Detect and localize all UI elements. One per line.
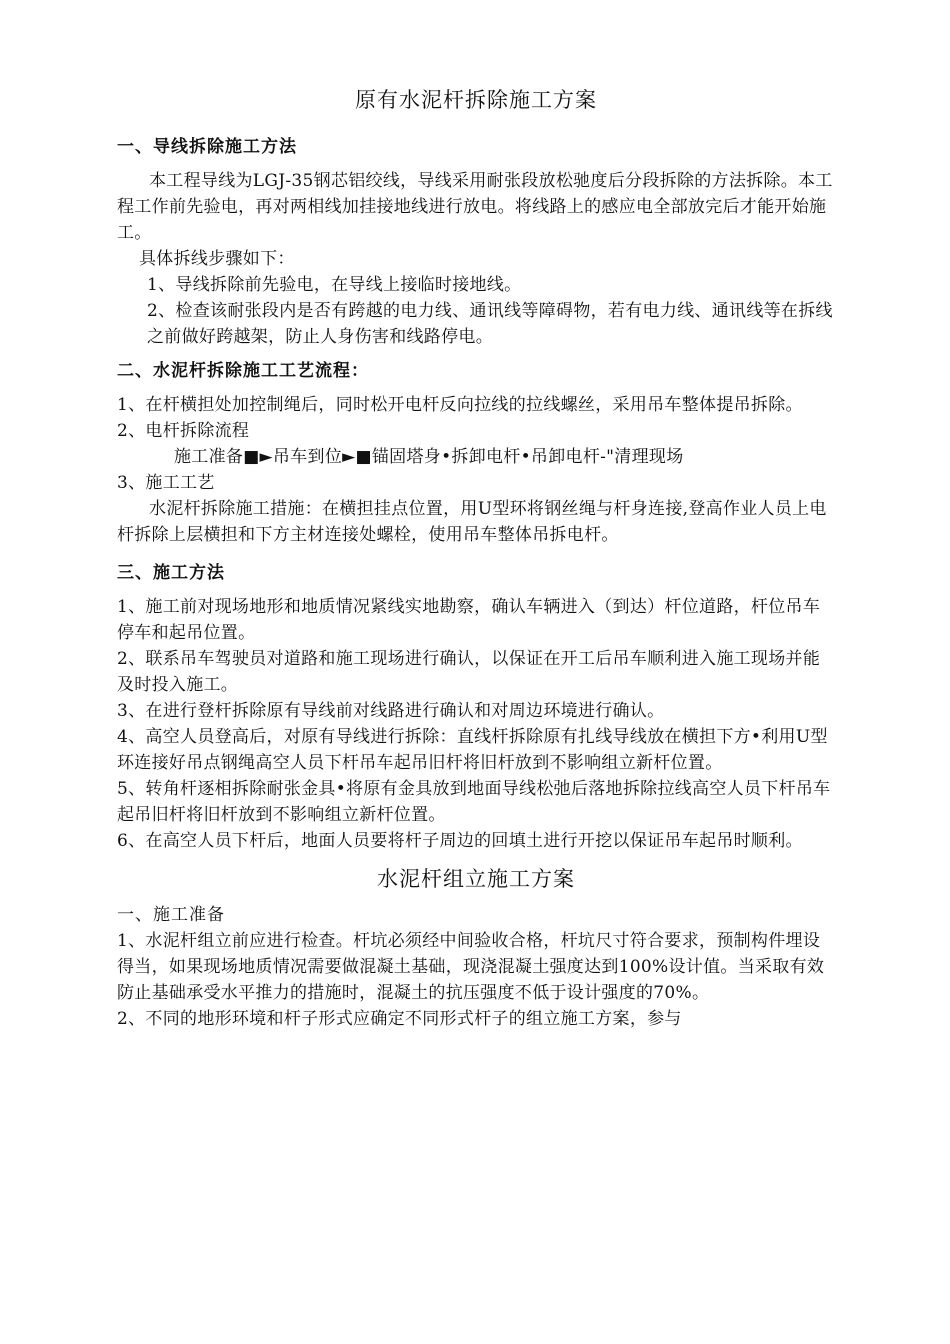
paragraph: 本工程导线为LGJ-35钢芯铝绞线，导线采用耐张段放松驰度后分段拆除的方法拆除。本工程工作前先验电，再对两相线加挂接地线进行放电。将线路上的感应电全部放完后才能开始施工。 [117,171,833,243]
list-item: 3、施工工艺 [117,473,215,493]
list-item: 4、高空人员登高后，对原有导线进行拆除：直线杆拆除原有扎线导线放在横担下方•利用U型环连接好吊点钢绳高空人员下杆吊车起吊旧杆将旧杆放到不影响组立新杆位置。 [117,727,828,773]
list-item: 1、施工前对现场地形和地质情况紧线实地勘察，确认车辆进入（到达）杆位道路，杆位吊车停车和起吊位置。 [117,597,821,643]
paragraph: 水泥杆拆除施工措施：在横担挂点位置，用U型环将钢丝绳与杆身连接,登高作业人员上电杆拆除上层横担和下方主材连接处螺栓，使用吊车整体吊拆电杆。 [117,499,827,545]
section-heading-construction-method: 三、施工方法 [117,563,225,583]
list-item: 5、转角杆逐相拆除耐张金具•将原有金具放到地面导线松弛后落地拆除拉线高空人员下杆吊车起吊旧杆将旧杆放到不影响组立新杆位置。 [117,779,831,825]
list-item: 2、检查该耐张段内是否有跨越的电力线、通讯线等障碍物，若有电力线、通讯线等在拆线之前做好跨越架，防止人身伤害和线路停电。 [147,301,833,347]
list-item: 1、水泥杆组立前应进行检查。杆坑必须经中间验收合格，杆坑尺寸符合要求，预制构件埋设得当，如果现场地质情况需要做混凝土基础，现浇混凝土强度达到100%设计值。当采取有效防止基础承受水平推力的措施时，混凝土的抗压强度不低于设计强度的70%。 [117,931,825,1003]
paragraph: 具体拆线步骤如下： [139,249,295,269]
section-heading-pole-removal-process: 二、水泥杆拆除施工工艺流程： [117,361,369,381]
list-item: 3、在进行登杆拆除原有导线前对线路进行确认和对周边环境进行确认。 [117,701,665,721]
list-item: 2、联系吊车驾驶员对道路和施工现场进行确认，以保证在开工后吊车顺利进入施工现场并能及时投入施工。 [117,649,821,695]
section-heading-wire-removal: 一、导线拆除施工方法 [117,137,297,157]
list-item: 1、导线拆除前先验电，在导线上接临时接地线。 [147,275,522,295]
document-title: 原有水泥杆拆除施工方案 [355,88,597,112]
list-item: 1、在杆横担处加控制绳后，同时松开电杆反向拉线的拉线螺丝，采用吊车整体提吊拆除。 [117,395,803,415]
list-item: 2、电杆拆除流程 [117,421,250,441]
process-flow: 施工准备■►吊车到位►■锚固塔身•拆卸电杆•吊卸电杆-"清理现场 [174,447,684,467]
list-item: 2、不同的地形环境和杆子形式应确定不同形式杆子的组立施工方案，参与 [117,1009,682,1029]
section-heading-preparation: 一、施工准备 [117,905,225,925]
list-item: 6、在高空人员下杆后，地面人员要将杆子周边的回填土进行开挖以保证吊车起吊时顺利。 [117,831,803,851]
second-document-title: 水泥杆组立施工方案 [377,867,575,891]
document-page [117,82,835,1032]
